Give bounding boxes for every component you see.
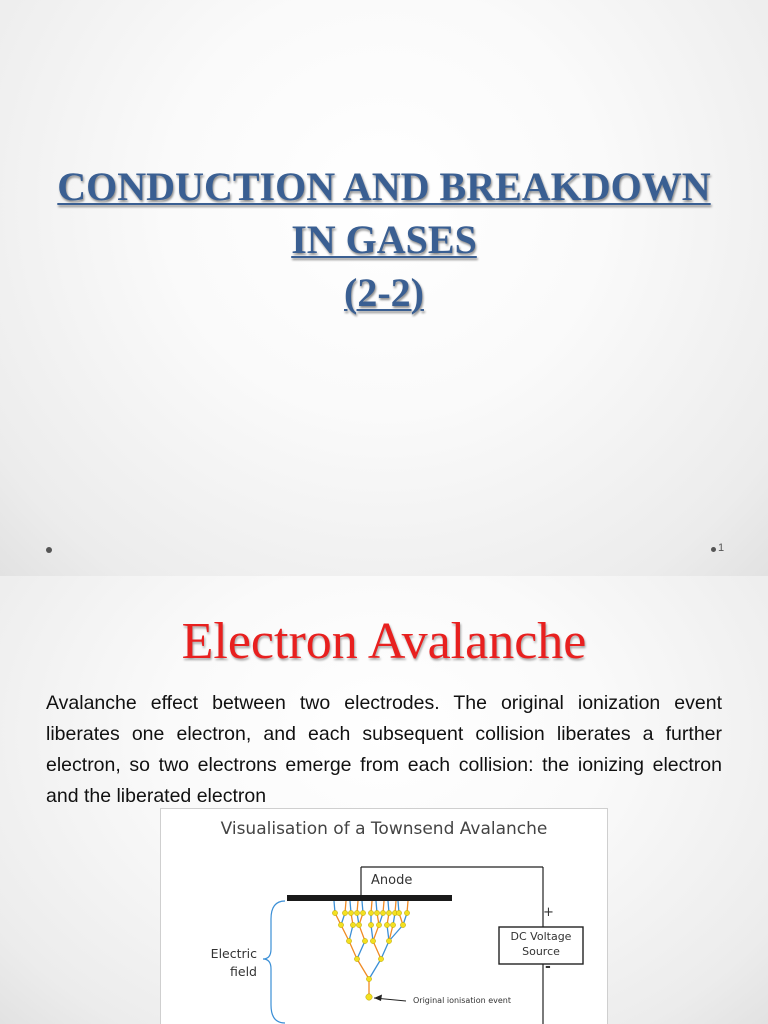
source-label-line2: Source [522, 945, 560, 958]
electron-path [357, 941, 365, 959]
collision-node [384, 922, 389, 927]
title-line-1: CONDUCTION AND BREAKDOWN [57, 164, 711, 209]
collision-node [356, 922, 361, 927]
townsend-avalanche-figure [160, 808, 608, 1024]
content-slide [0, 576, 768, 1024]
collision-node [366, 994, 372, 1000]
decorative-dot-left [46, 547, 52, 553]
electron-path [349, 941, 357, 959]
title-line-2: IN GASES [291, 217, 477, 262]
collision-node [332, 910, 337, 915]
field-label-line2: field [230, 964, 257, 979]
collision-node [374, 910, 379, 915]
electron-avalanche-tree [332, 901, 409, 1000]
collision-node [350, 922, 355, 927]
collision-node [386, 910, 391, 915]
collision-node [376, 922, 381, 927]
collision-node [368, 922, 373, 927]
collision-node [342, 910, 347, 915]
electric-field-label [201, 945, 257, 981]
collision-node [348, 910, 353, 915]
collision-node [390, 922, 395, 927]
collision-node [354, 956, 359, 961]
collision-node [338, 922, 343, 927]
electron-path [369, 959, 381, 979]
electron-path [373, 941, 381, 959]
plus-sign: + [543, 905, 554, 920]
avalanche-diagram [161, 809, 607, 1024]
collision-node [378, 956, 383, 961]
dc-voltage-source-label [509, 929, 573, 959]
electron-path [381, 941, 389, 959]
anode-label: Anode [371, 873, 413, 888]
electron-path [357, 959, 369, 979]
collision-node [396, 910, 401, 915]
collision-node [362, 938, 367, 943]
collision-node [404, 910, 409, 915]
slide-number: 1 [718, 542, 725, 554]
field-label-line1: Electric [210, 946, 257, 961]
title-line-3: (2-2) [344, 270, 424, 315]
body-text: Avalanche effect between two electrodes. The original ionization event liberates one electron, and each subsequent collision liberates a further electron, so two electrons emerge from each collision: the ionizing electron and the liberated electron [46, 692, 722, 807]
slide-title: Electron Avalanche [181, 613, 587, 670]
collision-node [386, 938, 391, 943]
collision-node [354, 910, 359, 915]
slide-title [0, 160, 768, 319]
collision-node [346, 938, 351, 943]
original-ionisation-event-label: Original ionisation event [413, 996, 511, 1005]
decorative-dot-right [711, 547, 716, 552]
collision-node [368, 910, 373, 915]
collision-node [380, 910, 385, 915]
minus-sign: - [545, 959, 551, 975]
source-label-line1: DC Voltage [510, 930, 572, 943]
figure-title: Visualisation of a Townsend Avalanche [220, 819, 548, 839]
collision-node [360, 910, 365, 915]
collision-node [366, 976, 371, 981]
collision-node [370, 938, 375, 943]
collision-node [400, 922, 405, 927]
